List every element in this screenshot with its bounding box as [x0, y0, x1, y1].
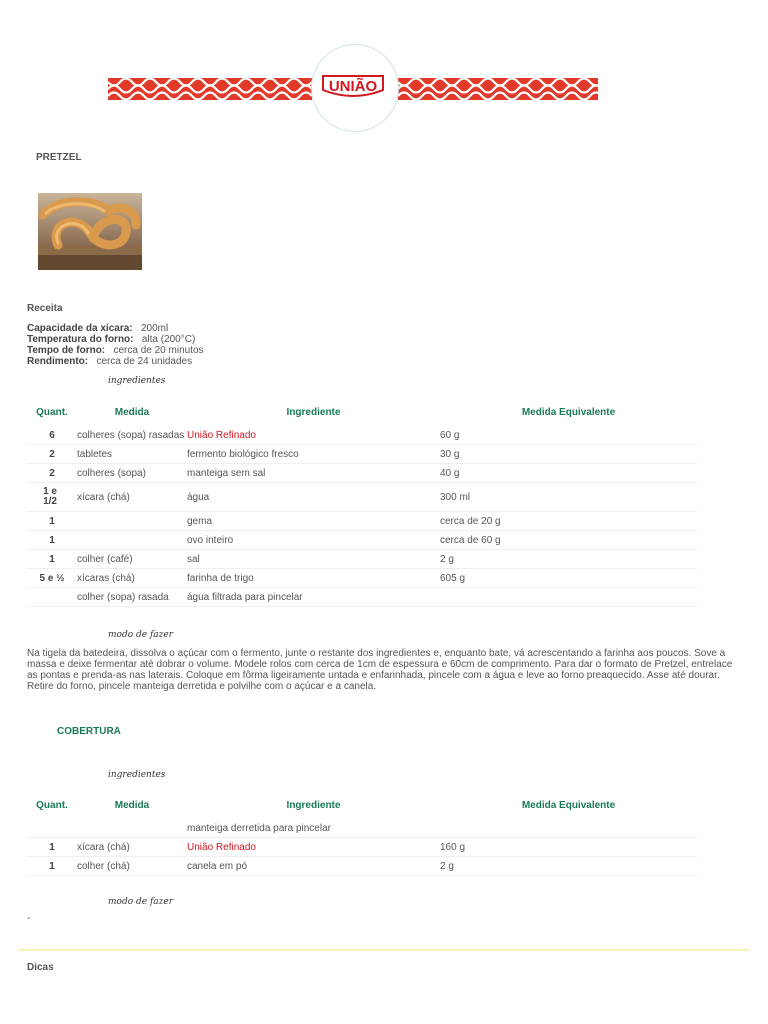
table-row: 1 colher (chá) canela em pó 2 g [27, 857, 697, 876]
col-qty: Quant. [36, 406, 68, 418]
table-row: 2 tabletes fermento biológico fresco 30 g [27, 445, 697, 464]
table-row: manteiga derretida para pincelar [27, 819, 697, 838]
col-qty: Quant. [36, 799, 68, 811]
brand-logo [320, 74, 386, 100]
recipe-title: PRETZEL [36, 152, 82, 163]
col-equivalent: Medida Equivalente [521, 799, 616, 811]
decorative-band-left [108, 78, 312, 100]
table-row: 5 e ½ xícaras (chá) farinha de trigo 605 g [27, 569, 697, 588]
divider [18, 949, 750, 951]
table-row: 2 colheres (sopa) manteiga sem sal 40 g [27, 464, 697, 483]
ingredients-heading: ingredientes [108, 376, 166, 386]
logo-text: UNIÃO [328, 78, 378, 95]
tips-heading: Dicas [27, 962, 54, 973]
cobertura-method-heading: modo de fazer [108, 897, 174, 907]
info-yield: Rendimento: cerca de 24 unidades [27, 356, 193, 367]
table-row: 1 gema cerca de 20 g [27, 512, 697, 531]
cobertura-method-text: - [27, 913, 31, 924]
table-row: 1 xícara (chá) União Refinado 160 g [27, 838, 697, 857]
info-time: Tempo de forno: cerca de 20 minutos [27, 345, 204, 356]
table-row: 6 colheres (sopa) rasadas União Refinado 60 g [27, 426, 697, 445]
section-recipe: Receita [27, 303, 63, 314]
col-measure: Medida [114, 799, 150, 811]
col-ingredient: Ingrediente [286, 799, 341, 811]
cobertura-ingredients-heading: ingredientes [108, 770, 166, 780]
recipe-photo [38, 193, 142, 270]
decorative-band-right [398, 78, 598, 100]
cobertura-table [27, 795, 697, 876]
col-measure: Medida [114, 406, 150, 418]
info-capacity: Capacidade da xícara: 200ml [27, 323, 169, 334]
method-heading: modo de fazer [108, 630, 174, 640]
cobertura-title: COBERTURA [57, 726, 121, 737]
table-row: 1 colher (café) sal 2 g [27, 550, 697, 569]
method-text: Na tigela da batedeira, dissolva o açúcar com o fermento, junte o restante dos ingredientes e, enquanto bate, vá acrescentando a farinha aos poucos. Sove a massa e deixe fermentar até dobrar o volume. Modele rolos com cerca de 1cm de espessura e 60cm de comprimento. Para dar o formato de Pretzel, entrelace as pontas e prenda-as nas laterais. Coloque em fôrma ligeiramente untada e enfarinhada, pincele com a água e leve ao forno preaquecido. Asse até dourar. Retire do forno, pincele manteiga derretida e polvilhe com o açúcar e a canela. [27, 648, 733, 692]
table-row: 1 e 1/2 xícara (chá) água 300 ml [27, 483, 697, 512]
col-ingredient: Ingrediente [286, 406, 341, 418]
ingredients-table [27, 402, 697, 607]
table-row: colher (sopa) rasada água filtrada para pincelar [27, 588, 697, 607]
info-temperature: Temperatura do forno: alta (200°C) [27, 334, 196, 345]
col-equivalent: Medida Equivalente [521, 406, 616, 418]
recipe-info [27, 323, 204, 367]
table-row: 1 ovo inteiro cerca de 60 g [27, 531, 697, 550]
